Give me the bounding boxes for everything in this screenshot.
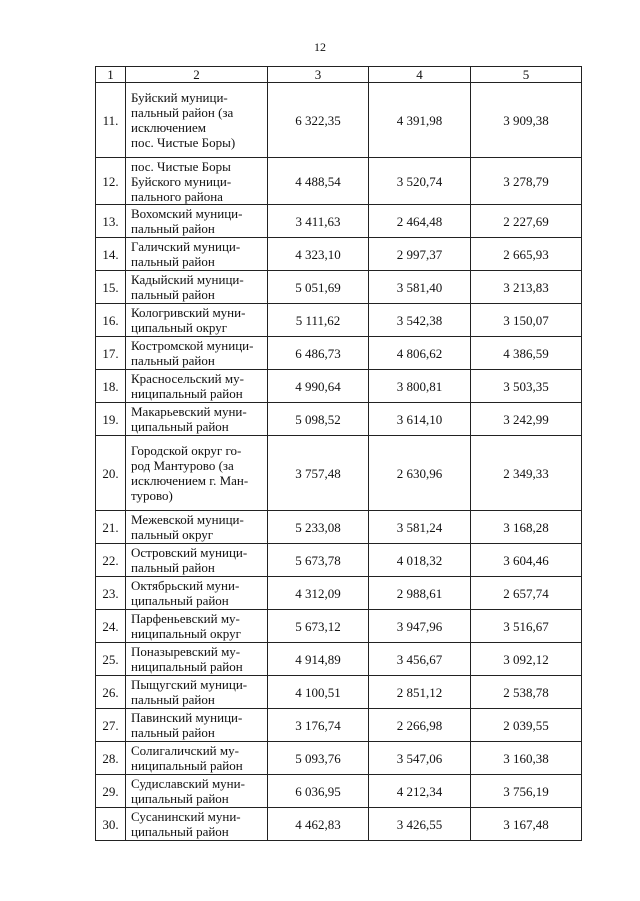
name-line: Кадыйский муници- bbox=[131, 272, 244, 287]
table-header-row bbox=[96, 67, 582, 83]
name-line: Буйский муници- bbox=[131, 90, 228, 105]
name-line: Парфеньевский му- bbox=[131, 611, 240, 626]
table-row bbox=[96, 158, 582, 205]
table-row bbox=[96, 511, 582, 544]
name-line: ципальный округ bbox=[131, 320, 228, 335]
municipality-name bbox=[126, 158, 268, 205]
municipality-name bbox=[126, 676, 268, 709]
municipality-name bbox=[126, 709, 268, 742]
table-row bbox=[96, 337, 582, 370]
name-line: Костромской муници- bbox=[131, 338, 254, 353]
municipality-name bbox=[126, 610, 268, 643]
value-cell-c5: 3 242,99 bbox=[471, 403, 582, 436]
name-line: исключением bbox=[131, 120, 206, 135]
municipality-name bbox=[126, 370, 268, 403]
value-cell-c3: 4 990,64 bbox=[268, 370, 369, 403]
value-cell-c5: 3 604,46 bbox=[471, 544, 582, 577]
value-cell-c3: 6 486,73 bbox=[268, 337, 369, 370]
value-cell-c5: 3 278,79 bbox=[471, 158, 582, 205]
name-line: пального района bbox=[131, 188, 223, 204]
name-line: ниципальный округ bbox=[131, 626, 241, 641]
value-cell-c3: 5 093,76 bbox=[268, 742, 369, 775]
value-cell-c4: 3 520,74 bbox=[369, 158, 471, 205]
row-number: 17. bbox=[96, 337, 126, 370]
row-number: 27. bbox=[96, 709, 126, 742]
name-line: пальный район bbox=[131, 221, 215, 236]
name-line: Поназыревский му- bbox=[131, 644, 241, 659]
table-row bbox=[96, 83, 582, 158]
column-header: 4 bbox=[369, 67, 471, 83]
table-row bbox=[96, 610, 582, 643]
row-number: 28. bbox=[96, 742, 126, 775]
name-line: Буйского муници- bbox=[131, 173, 232, 189]
value-cell-c5: 3 092,12 bbox=[471, 643, 582, 676]
value-cell-c3: 6 322,35 bbox=[268, 83, 369, 158]
value-cell-c5: 3 909,38 bbox=[471, 83, 582, 158]
value-cell-c5: 3 167,48 bbox=[471, 808, 582, 841]
municipality-name bbox=[126, 742, 268, 775]
value-cell-c4: 2 266,98 bbox=[369, 709, 471, 742]
name-line: Островский муници- bbox=[131, 545, 248, 560]
value-cell-c3: 4 323,10 bbox=[268, 238, 369, 271]
value-cell-c3: 5 673,12 bbox=[268, 610, 369, 643]
value-cell-c4: 4 212,34 bbox=[369, 775, 471, 808]
value-cell-c4: 2 851,12 bbox=[369, 676, 471, 709]
table-row bbox=[96, 304, 582, 337]
municipality-name bbox=[126, 205, 268, 238]
row-number: 29. bbox=[96, 775, 126, 808]
row-number: 18. bbox=[96, 370, 126, 403]
value-cell-c3: 3 411,63 bbox=[268, 205, 369, 238]
value-cell-c5: 4 386,59 bbox=[471, 337, 582, 370]
table-row bbox=[96, 742, 582, 775]
value-cell-c5: 3 213,83 bbox=[471, 271, 582, 304]
row-number: 22. bbox=[96, 544, 126, 577]
table-row bbox=[96, 436, 582, 511]
row-number: 11. bbox=[96, 83, 126, 158]
value-cell-c5: 3 150,07 bbox=[471, 304, 582, 337]
table-row bbox=[96, 808, 582, 841]
municipality-name bbox=[126, 83, 268, 158]
municipality-name bbox=[126, 511, 268, 544]
value-cell-c5: 3 516,67 bbox=[471, 610, 582, 643]
value-cell-c3: 6 036,95 bbox=[268, 775, 369, 808]
row-number: 24. bbox=[96, 610, 126, 643]
table-row bbox=[96, 577, 582, 610]
value-cell-c4: 4 018,32 bbox=[369, 544, 471, 577]
municipality-name bbox=[126, 775, 268, 808]
value-cell-c3: 5 098,52 bbox=[268, 403, 369, 436]
value-cell-c5: 2 538,78 bbox=[471, 676, 582, 709]
value-cell-c4: 3 947,96 bbox=[369, 610, 471, 643]
name-line: Солигаличский му- bbox=[131, 743, 239, 758]
value-cell-c5: 2 657,74 bbox=[471, 577, 582, 610]
value-cell-c4: 3 581,40 bbox=[369, 271, 471, 304]
name-line: пальный район bbox=[131, 725, 215, 740]
row-number: 20. bbox=[96, 436, 126, 511]
value-cell-c4: 3 614,10 bbox=[369, 403, 471, 436]
name-line: пальный район bbox=[131, 692, 215, 707]
value-cell-c3: 4 100,51 bbox=[268, 676, 369, 709]
row-number: 15. bbox=[96, 271, 126, 304]
row-number: 12. bbox=[96, 158, 126, 205]
name-line: Сусанинский муни- bbox=[131, 809, 241, 824]
name-line: турово) bbox=[131, 488, 173, 503]
name-line: ципальный район bbox=[131, 791, 229, 806]
table-row bbox=[96, 403, 582, 436]
name-line: ципальный район bbox=[131, 824, 229, 839]
name-line: пальный район bbox=[131, 287, 215, 302]
value-cell-c3: 4 914,89 bbox=[268, 643, 369, 676]
municipality-name bbox=[126, 808, 268, 841]
table-body bbox=[96, 67, 582, 841]
name-line: ципальный район bbox=[131, 593, 229, 608]
name-line: пальный район bbox=[131, 254, 215, 269]
name-line: пальный район bbox=[131, 353, 215, 368]
table-row bbox=[96, 271, 582, 304]
name-line: род Мантурово (за bbox=[131, 458, 234, 473]
name-line: пальный район (за bbox=[131, 105, 234, 120]
value-cell-c5: 2 227,69 bbox=[471, 205, 582, 238]
municipality-name bbox=[126, 337, 268, 370]
value-cell-c3: 4 488,54 bbox=[268, 158, 369, 205]
name-line: Кологривский муни- bbox=[131, 305, 246, 320]
name-line: Октябрьский муни- bbox=[131, 578, 240, 593]
value-cell-c4: 3 456,67 bbox=[369, 643, 471, 676]
row-number: 23. bbox=[96, 577, 126, 610]
name-line: пос. Чистые Боры) bbox=[131, 135, 236, 150]
name-line: Красносельский му- bbox=[131, 371, 244, 386]
row-number: 30. bbox=[96, 808, 126, 841]
column-header: 2 bbox=[126, 67, 268, 83]
table-row bbox=[96, 775, 582, 808]
value-cell-c3: 3 757,48 bbox=[268, 436, 369, 511]
name-line: Галичский муници- bbox=[131, 239, 241, 254]
row-number: 19. bbox=[96, 403, 126, 436]
name-line: Вохомский муници- bbox=[131, 206, 243, 221]
table-row bbox=[96, 643, 582, 676]
table-row bbox=[96, 238, 582, 271]
name-line: ниципальный район bbox=[131, 386, 243, 401]
value-cell-c4: 2 630,96 bbox=[369, 436, 471, 511]
name-line: пос. Чистые Боры bbox=[131, 158, 231, 174]
column-header: 1 bbox=[96, 67, 126, 83]
value-cell-c5: 2 039,55 bbox=[471, 709, 582, 742]
value-cell-c4: 3 426,55 bbox=[369, 808, 471, 841]
name-line: пальный район bbox=[131, 560, 215, 575]
value-cell-c5: 3 756,19 bbox=[471, 775, 582, 808]
data-table bbox=[95, 66, 582, 841]
value-cell-c4: 3 581,24 bbox=[369, 511, 471, 544]
page-number: 12 bbox=[314, 40, 326, 54]
value-cell-c5: 3 168,28 bbox=[471, 511, 582, 544]
value-cell-c4: 2 464,48 bbox=[369, 205, 471, 238]
value-cell-c3: 5 233,08 bbox=[268, 511, 369, 544]
municipality-name bbox=[126, 304, 268, 337]
municipality-name bbox=[126, 403, 268, 436]
name-line: Судиславский муни- bbox=[131, 776, 245, 791]
table-row bbox=[96, 544, 582, 577]
row-number: 21. bbox=[96, 511, 126, 544]
name-line: Городской округ го- bbox=[131, 443, 242, 458]
name-line: ниципальный район bbox=[131, 659, 243, 674]
value-cell-c3: 4 312,09 bbox=[268, 577, 369, 610]
value-cell-c3: 4 462,83 bbox=[268, 808, 369, 841]
value-cell-c4: 3 542,38 bbox=[369, 304, 471, 337]
municipality-name bbox=[126, 238, 268, 271]
municipality-name bbox=[126, 544, 268, 577]
value-cell-c4: 2 997,37 bbox=[369, 238, 471, 271]
value-cell-c4: 3 547,06 bbox=[369, 742, 471, 775]
row-number: 16. bbox=[96, 304, 126, 337]
name-line: Павинский муници- bbox=[131, 710, 243, 725]
table-row bbox=[96, 676, 582, 709]
value-cell-c4: 3 800,81 bbox=[369, 370, 471, 403]
value-cell-c4: 2 988,61 bbox=[369, 577, 471, 610]
name-line: ниципальный район bbox=[131, 758, 243, 773]
column-header: 3 bbox=[268, 67, 369, 83]
value-cell-c5: 3 503,35 bbox=[471, 370, 582, 403]
value-cell-c5: 2 349,33 bbox=[471, 436, 582, 511]
value-cell-c3: 5 673,78 bbox=[268, 544, 369, 577]
row-number: 26. bbox=[96, 676, 126, 709]
name-line: исключением г. Ман- bbox=[131, 473, 249, 488]
name-line: Пыщугский муници- bbox=[131, 677, 248, 692]
name-line: пальный округ bbox=[131, 527, 214, 542]
municipality-name bbox=[126, 577, 268, 610]
municipality-name bbox=[126, 271, 268, 304]
table-row bbox=[96, 205, 582, 238]
municipality-name bbox=[126, 643, 268, 676]
name-line: ципальный район bbox=[131, 419, 229, 434]
value-cell-c5: 2 665,93 bbox=[471, 238, 582, 271]
value-cell-c5: 3 160,38 bbox=[471, 742, 582, 775]
column-header: 5 bbox=[471, 67, 582, 83]
name-line: Межевской муници- bbox=[131, 512, 244, 527]
value-cell-c4: 4 806,62 bbox=[369, 337, 471, 370]
table-row bbox=[96, 370, 582, 403]
value-cell-c3: 5 051,69 bbox=[268, 271, 369, 304]
row-number: 25. bbox=[96, 643, 126, 676]
row-number: 14. bbox=[96, 238, 126, 271]
value-cell-c3: 3 176,74 bbox=[268, 709, 369, 742]
value-cell-c3: 5 111,62 bbox=[268, 304, 369, 337]
value-cell-c4: 4 391,98 bbox=[369, 83, 471, 158]
name-line: Макарьевский муни- bbox=[131, 404, 247, 419]
table-row bbox=[96, 709, 582, 742]
row-number: 13. bbox=[96, 205, 126, 238]
municipality-name bbox=[126, 436, 268, 511]
